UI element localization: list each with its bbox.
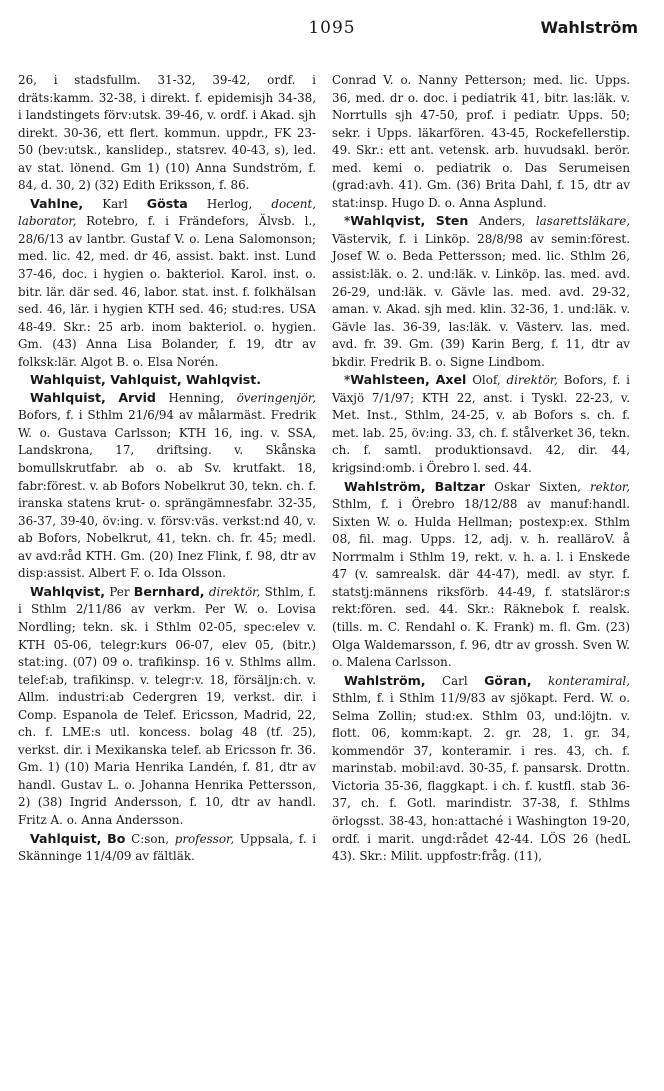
- entry-given-name: Anders,: [478, 214, 526, 229]
- entry-given-name-bold: Sten: [435, 213, 469, 229]
- entry-star-marker: *: [344, 214, 351, 229]
- entry-title: lasarettsläkare,: [535, 214, 631, 229]
- entry-surname: Wahlquist,: [30, 389, 106, 405]
- entry-text: Uppsala, f. i Skänninge 11/4/09 av fältläk.: [18, 831, 317, 864]
- entry-title: professor,: [174, 831, 235, 846]
- entry-surname: Vahlne,: [30, 195, 84, 211]
- right-column: [332, 72, 630, 866]
- entry-surname: Vahlquist,: [30, 830, 102, 846]
- entry-continuation: Conrad V. o. Nanny Petterson; med. lic. Upps. 36, med. dr o. doc. i pediatrik 41, bitr. las:läk. v. Norrtulls sjh 47-50, prof. i pediatr. Upps. 50; sekr. i Upps. läkarfören. 43-45, Rockefellerstip. 49. Skr.: ett ant. vetensk. arb. huvudsakl. berör. med. kemi o. pediatrik o. Das Serumeisen (grad:avh. 41). Gm. (36) Brita Dahl, f. 15, dtr av stat:insp. Hugo D. o. Anna Asplund.: [332, 73, 630, 210]
- entry-given-name-bold: Bernhard,: [133, 583, 205, 599]
- section-heading: Wahlquist, Vahlquist, Wahlqvist.: [30, 372, 262, 388]
- running-head: Wahlström: [540, 18, 638, 37]
- entry-vahlne: [18, 195, 316, 371]
- entry-wahlquist-arvid: [18, 389, 316, 583]
- entry-vahlquist-bo: [18, 830, 316, 866]
- entry-given-name: Henning,: [168, 390, 225, 405]
- entry-text: Västervik, f. i Linköp. 28/8/98 av semin:förest. Josef W. o. Beda Pettersson; med. lic. Sthlm 26, assist:läk. o. 2. und:läk. v. Linköp. las. med. avd. 26-29, und:läk. v. Gävle las. med. avd. 29-32, aman. v. Akad. sjh med. klin. 32-36, 1. und:läk. v. Gävle las. 36-39, las:läk. v. Västerv. las. med. avd. fr. 39. Gm. (39) Karin Berg, f. 11, dtr av bkdir. Fredrik B. o. Signe Lindbom.: [332, 231, 630, 369]
- entry-given-name-bold: Arvid: [118, 389, 156, 405]
- entry-surname: Wahlström,: [344, 478, 426, 494]
- entry-text: Sthlm, f. i Sthlm 2/11/86 av verkm. Per W. o. Lovisa Nordling; tekn. sk. i Sthlm 02-05, spec:elev v. KTH 05-06, telegr:kurs 06-07, elev 05, (bitr.) stat:ing. (07) 09 o. trafikinsp. 16 v. Sthlms allm. telef:ab, trafikinsp. v. telegr:v. 18, försäljn:ch. v. Allm. industri:ab Cedergren 19, verkst. dir. i Comp. Espanola de Telef. Ericsson, Madrid, 22, ch. f. LME:s utl. koncess. bolag 48 (tf. 25), verkst. dir. i Mexikanska telef. ab Ericsson fr. 36. Gm. 1) (10) Maria Henrika Landén, f. 81, dtr av handl. Gustav L. o. Johanna Henrika Pettersson, 2) (38) Ingrid Andersson, f. 10, dtr av handl. Fritz A. o. Anna Andersson.: [18, 584, 317, 827]
- entry-surname: Wahlström,: [344, 672, 426, 688]
- entry-given-name: Olof,: [472, 373, 501, 388]
- entry-wahlstrom-baltzar: [332, 478, 630, 672]
- entry-title: överingenjör,: [236, 390, 317, 405]
- entry-given-name: Oskar Sixten,: [494, 479, 581, 494]
- entry-title: rektor,: [589, 479, 631, 494]
- entry-given-name-bold: Gösta: [146, 195, 188, 211]
- entry-wahlqvist-per: [18, 583, 316, 830]
- entry-surname: Wahlsteen,: [350, 372, 430, 388]
- entry-given-name-bold: Baltzar: [434, 478, 486, 494]
- page-number: 1095: [308, 18, 356, 38]
- entry-given-name-bold: Göran,: [484, 672, 532, 688]
- entry-given-name: Herlog,: [206, 196, 253, 211]
- entry-given-name: Carl: [441, 673, 468, 688]
- entry-given-name: Per: [109, 584, 130, 599]
- entry-surname: Wahlqvist,: [350, 213, 426, 229]
- entry-given-name-bold: Axel: [435, 372, 467, 388]
- entry-text: Sthlm, f. i Örebro 18/12/88 av manuf:handl. Sixten W. o. Hulda Hellman; postexp:ex. Sthlm 08, fil. mag. Upps. 12, adj. v. h. realläroV. å Norrmalm i Sthlm 19, rekt. v. h. a. l. i Enskede 47 (v. samrealsk. där 44-47), medl. av styr. f. statstj:männens riksförb. 44-49, f. statsläror:s rekt:fören. sed. 44. Skr.: Räknebok f. realsk. (tills. m. C. Rendahl o. K. Frank) m. fl. Gm. (23) Olga Waldemarsson, f. 96, dtr av grossh. Sven W. o. Malena Carlsson.: [332, 497, 630, 670]
- entry-continuation: 26, i stadsfullm. 31-32, 39-42, ordf. i dräts:kamm. 32-38, i direkt. f. epidemisjh 34-38, i landstingets förv:utsk. 39-46, v. ordf. i Akad. sjh direkt. 30-36, ett flert. kommun. uppdr., FK 23-50 (bev:utsk., kanslidep., statsrev. 40-43, s), led. av stat. lönend. Gm 1) (10) Anna Sundström, f. 84, d. 30, 2) (32) Edith Eriksson, f. 86.: [18, 73, 316, 193]
- entry-given-name: Karl: [102, 196, 128, 211]
- entry-text: Sthlm, f. i Sthlm 11/9/83 av sjökapt. Ferd. W. o. Selma Zollin; stud:ex. Sthlm 03, und:löjtn. v. flott. 06, komm:kapt. 2. gr. 28, 1. gr. 34, kommendör 37, konteramir. i res. 43, ch. f. marinstab. mobil:avd. 30-35, f. pansarsk. Drottn. Victoria 35-36, flaggkapt. i ch. f. kustfl. stab 36-37, ch. f. Gotl. marindistr. 37-38, f. Sthlms örlogsst. 38-43, hon:attaché i Washington 19-20, ordf. i marit. ungd:rådet 42-44. LÖS 26 (hedL 43). Skr.: Milit. uppfostr:fråg. (11),: [332, 691, 630, 864]
- left-column: [18, 72, 316, 866]
- entry-wahlsteen-axel: [332, 371, 630, 477]
- entry-text: Bofors, f. i Växjö 7/1/97; KTH 22, anst. i Tyskl. 22-23, v. Met. Inst., Sthlm, 24-25, v. ab Bofors s. ch. f. met. lab. 25, öv:ing. 33, ch. f. stålverket 36, tekn. ch. f. samtl. produktionsavd. 42, dir. 44, krigsind:omb. i Örebro l. sed. 44.: [332, 373, 630, 476]
- entry-title: docent, laborator,: [18, 196, 317, 229]
- entry-surname: Wahlqvist,: [30, 583, 106, 599]
- entry-wahlstrom-carl: [332, 672, 630, 866]
- entry-title: direktör,: [208, 584, 261, 599]
- entry-text: Rotebro, f. i Frändefors, Älvsb. l., 28/6/13 av lantbr. Gustaf V. o. Lena Salomonson; med. lic. 42, med. dr 46, assist. bakt. inst. Lund 37-46, doc. i hygien o. bakteriol. Karol. inst. o. bitr. lär. där sed. 46, labor. stat. inst. f. folkhälsan sed. 46, lär. i hygien KTH sed. 46; stud:res. USA 48-49. Skr.: 25 arb. inom bakteriol. o. hygien. Gm. (43) Anna Lisa Bolander, f. 19, dtr av folksk:lär. Algot B. o. Elsa Norén.: [18, 214, 316, 369]
- entry-wahlqvist-sten: [332, 212, 630, 371]
- entry-title: konteramiral,: [547, 673, 631, 688]
- entry-title: direktör,: [506, 373, 558, 388]
- entry-text: Bofors, f. i Sthlm 21/6/94 av målarmäst. Fredrik W. o. Gustava Carlsson; KTH 16, ing. v. SSA, Landskrona, 17, driftsing. v. Skånska bomullskrutfabr. ab o. ab Sv. krutfakt. 18, fabr:förest. v. ab Bofors Nobelkrut 30, tekn. ch. f. iranska statens krut- o. sprängämnesfabr. 32-35, 36-37, 39-40, öv:ing. v. försv:väs. verkst:nd 40, v. ab Bofors, Nobelkrut, 41, tekn. ch. fr. 45; medl. av avd:råd KTH. Gm. (20) Inez Flink, f. 98, dtr av disp:assist. Albert F. o. Ida Olsson.: [18, 408, 316, 581]
- entry-star-marker: *: [344, 373, 351, 388]
- entry-given-name-bold: Bo: [107, 830, 126, 846]
- entry-given-name: C:son,: [131, 831, 169, 846]
